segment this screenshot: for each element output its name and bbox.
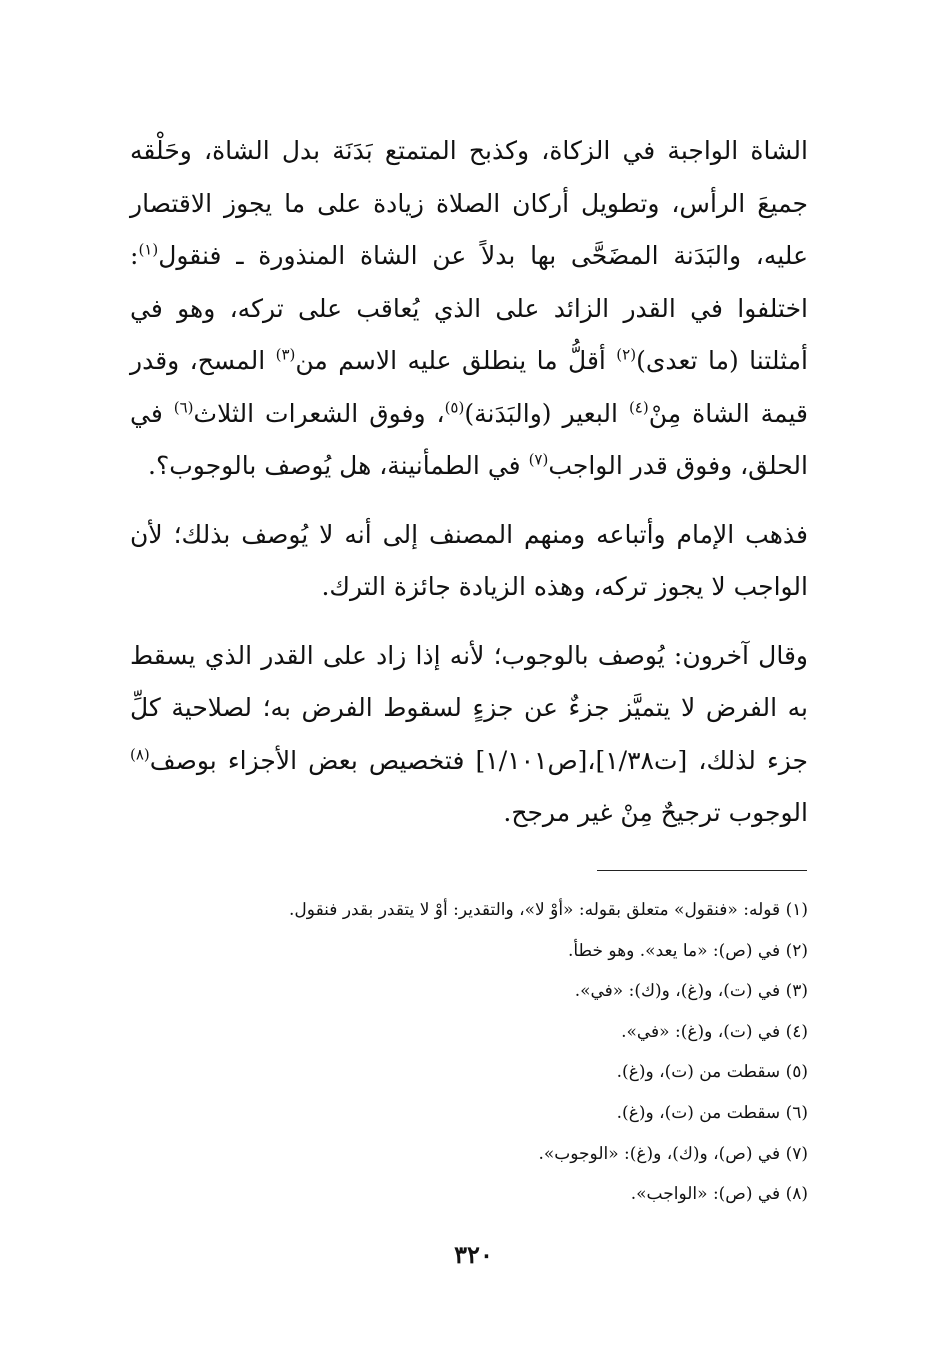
footnote-item: (٣) في (ت)، و(غ)، و(ك): «في». [574, 981, 808, 1002]
text-segment: وقال آخرون: يُوصف بالوجوب؛ لأنه إذا زاد على القدر الذي يسقط به الفرض لا يتميَّز جزءٌ عن جزءٍ لسقوط الفرض به؛ لصلاحية كلِّ جزء لذلك، [ت١/٣٨]،[ص١/١٠١] فتخصيص بعض الأجزاء بوصف [130, 640, 808, 775]
paragraph-3 [130, 630, 808, 840]
text-segment: الشاة الواجبة في الزكاة، وكذبح المتمتع بَدَنَة بدل الشاة، وحَلْقه جميعَ الرأس، وتطويل أركان الصلاة زيادة على ما يجوز الاقتصار عليه، والبَدَنة المضَحَّى بها بدلاً عن الشاة المنذورة ـ فنقول [130, 136, 808, 270]
text-segment: ، وفوق الشعرات الثلاث [193, 398, 445, 428]
footnote-item: (٥) سقطت من (ت)، و(غ). [616, 1062, 808, 1083]
footnote-ref[interactable]: (٥) [444, 398, 465, 417]
footnote-ref[interactable]: (٨) [130, 745, 150, 764]
footnote-ref[interactable]: (٦) [173, 398, 194, 417]
footnote-ref[interactable]: (١) [138, 240, 159, 259]
footnote-item: (٢) في (ص): «ما يعد». وهو خطأ. [567, 940, 808, 961]
text-segment: فذهب الإمام وأتباعه ومنهم المصنف إلى أنه لا يُوصف بذلك؛ لأن الواجب لا يجوز تركه، وهذه الزيادة جائزة الترك. [130, 519, 808, 601]
main-text [130, 125, 808, 840]
footnote-item: (١) قوله: «فنقول» متعلق بقوله: «أوْ لا»، والتقدير: أوْ لا يتقدر بقدر فنقول. [289, 900, 808, 920]
text-segment: في الطمأنينة، هل يُوصف بالوجوب؟. [148, 451, 529, 480]
footnote-item: (٧) في (ص)، و(ك)، و(غ): «الوجوب». [538, 1143, 808, 1164]
footnote-item: (٦) سقطت من (ت)، و(غ). [616, 1102, 808, 1123]
footnote-separator [597, 870, 807, 871]
footnote-ref[interactable]: (٤) [628, 398, 649, 417]
footnote-ref[interactable]: (٣) [275, 345, 296, 364]
footnote-item: (٤) في (ت)، و(غ): «في». [621, 1021, 808, 1042]
text-segment: المسح، وقدر قيمة الشاة مِنْ [130, 346, 808, 428]
footnote-item: (٨) في (ص): «الواجب». [630, 1184, 808, 1205]
paragraph-2 [130, 509, 808, 614]
paragraph-1 [130, 125, 808, 493]
page-number: ٣٢٠ [454, 1240, 493, 1269]
text-segment: الوجوب ترجيحٌ مِنْ غير مرجح. [503, 798, 808, 827]
text-segment: أقلُّ ما ينطلق عليه الاسم من [295, 346, 617, 375]
footnote-ref[interactable]: (٢) [616, 345, 637, 364]
footnote-ref[interactable]: (٧) [528, 450, 549, 469]
text-segment: البعير (والبَدَنة) [464, 398, 629, 428]
text-segment: في الحلق، وفوق قدر الواجب [130, 398, 808, 480]
text-segment: : اختلفوا في القدر الزائد على الذي يُعاقب على تركه، وهو في أمثلتنا (ما تعدى) [130, 241, 809, 375]
footnotes [130, 890, 808, 1215]
